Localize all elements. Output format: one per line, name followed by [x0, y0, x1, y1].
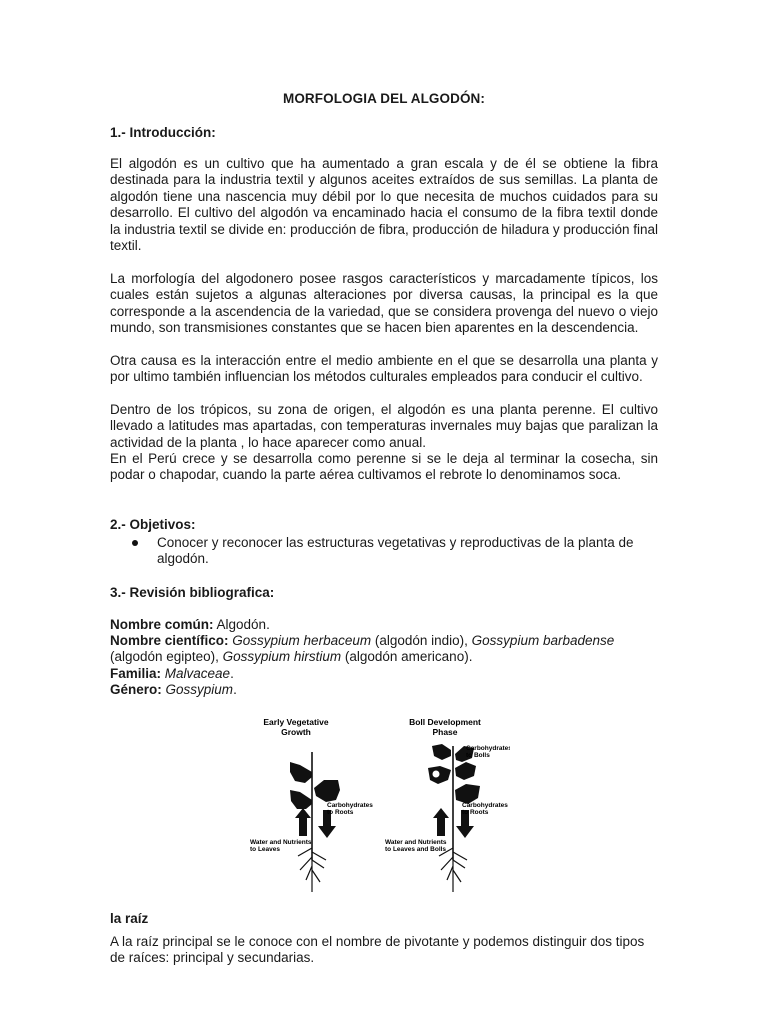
carb-roots-right-1: Carbohydrates — [462, 802, 508, 809]
section-heading-introduccion: 1.- Introducción: — [110, 125, 216, 140]
early-vegetative-plant-icon — [290, 752, 340, 892]
water-left-1: Water and Nutrients — [250, 839, 312, 846]
left-title-line-1: Early Vegetative — [263, 717, 329, 727]
scientific-name-line — [110, 633, 658, 666]
section-heading-revision: 3.- Revisión bibliografica: — [110, 585, 275, 600]
up-arrow-icon — [295, 808, 311, 836]
raiz-paragraph: A la raíz principal se le conoce con el nombre de pivotante y podemos distinguir dos tipos de raíces: principal y secundarias. — [110, 934, 645, 966]
carb-roots-right-2: to Roots — [462, 809, 489, 816]
family-label: Familia: — [110, 666, 162, 681]
family-period: . — [230, 666, 234, 681]
species-herbaceum-note: (algodón indio), — [371, 633, 472, 648]
boll-development-plant-icon — [428, 744, 480, 892]
right-title-line-1: Boll Development — [409, 717, 481, 727]
genus-line — [110, 682, 658, 698]
section-heading-raiz: la raíz — [110, 911, 149, 926]
document-title: MORFOLOGIA DEL ALGODÓN: — [282, 91, 486, 106]
water-right-1: Water and Nutrients — [385, 839, 447, 846]
family-value: Malvaceae — [164, 666, 231, 681]
intro-paragraph-3: Otra causa es la interacción entre el medio ambiente en el que se desarrolla una planta y por ultimo también influencian los métodos culturales empleados para conducir el cultivo. — [110, 353, 658, 385]
genus-value: Gossypium — [165, 682, 234, 697]
genus-label: Género: — [110, 682, 162, 697]
right-title-line-2: Phase — [432, 727, 458, 737]
family-line — [110, 666, 658, 682]
intro-paragraph-5: En el Perú crece y se desarrolla como perenne si se le deja al terminar la cosecha, sin podar o chapodar, cuando la parte aérea cultivamos el rebrote lo denominamos soca. — [110, 451, 658, 483]
objective-text: Conocer y reconocer las estructuras vegetativas y reproductivas de la planta de algodón. — [157, 535, 634, 567]
water-right-2: to Leaves and Bolls — [385, 846, 447, 853]
common-name-value: Algodón. — [213, 617, 270, 632]
left-title-line-2: Growth — [281, 727, 311, 737]
section-heading-objetivos: 2.- Objetivos: — [110, 517, 196, 532]
scientific-name-label: Nombre científico: — [110, 633, 229, 648]
species-barbadense-note: (algodón egipteo), — [110, 649, 223, 665]
intro-paragraph-1: El algodón es un cultivo que ha aumentado a gran escala y de él se obtiene la fibra destinada para la industria textil y algunos aceites extraídos de sus semillas. La planta de algodón tiene una nascencia muy débil por lo que necesita de muchos cuidados para su desarrollo. El cultivo del algodón va encaminado hacia el consumo de la fibra textil donde la industria textil se divide en: producción de fibra, producción de hiladura y producción final textil. — [110, 156, 658, 254]
species-hirstium: Gossypium hirstium — [222, 649, 342, 665]
up-arrow-icon-right — [433, 808, 449, 836]
boll-icon — [432, 770, 440, 778]
species-hirstium-note: (algodón americano). — [341, 649, 473, 665]
intro-paragraph-4: Dentro de los trópicos, su zona de origen, el algodón es una planta perenne. El cultivo llevado a latitudes mas apartadas, con temperaturas invernales muy bajas que paralizan la actividad de la planta , lo hace aparecer como anual. — [110, 402, 658, 450]
bullet-dot-icon — [132, 540, 138, 546]
carb-bolls-1: Carbohydrates — [466, 745, 510, 752]
species-barbadense: Gossypium barbadense — [471, 633, 615, 648]
carb-bolls-2: to Bolls — [466, 752, 490, 759]
species-herbaceum: Gossypium herbaceum — [232, 633, 372, 648]
intro-paragraph-2: La morfología del algodonero posee rasgos característicos y marcadamente típicos, los cuales están sujetos a algunas alteraciones por diversa causas, la principal es la que corresponde a la ascendencia de la variedad, que se considera provenga del nuevo o viejo mundo, son transmisiones constantes que se hacen bien aparentes en la descendencia. — [110, 271, 658, 336]
cotton-growth-diagram — [248, 710, 510, 900]
genus-period: . — [233, 682, 237, 697]
carb-roots-left-2: to Roots — [327, 809, 354, 816]
common-name-label: Nombre común: — [110, 617, 214, 632]
common-name-line — [110, 617, 658, 633]
water-left-2: to Leaves — [250, 846, 280, 853]
carb-roots-left-1: Carbohydrates — [327, 802, 373, 809]
